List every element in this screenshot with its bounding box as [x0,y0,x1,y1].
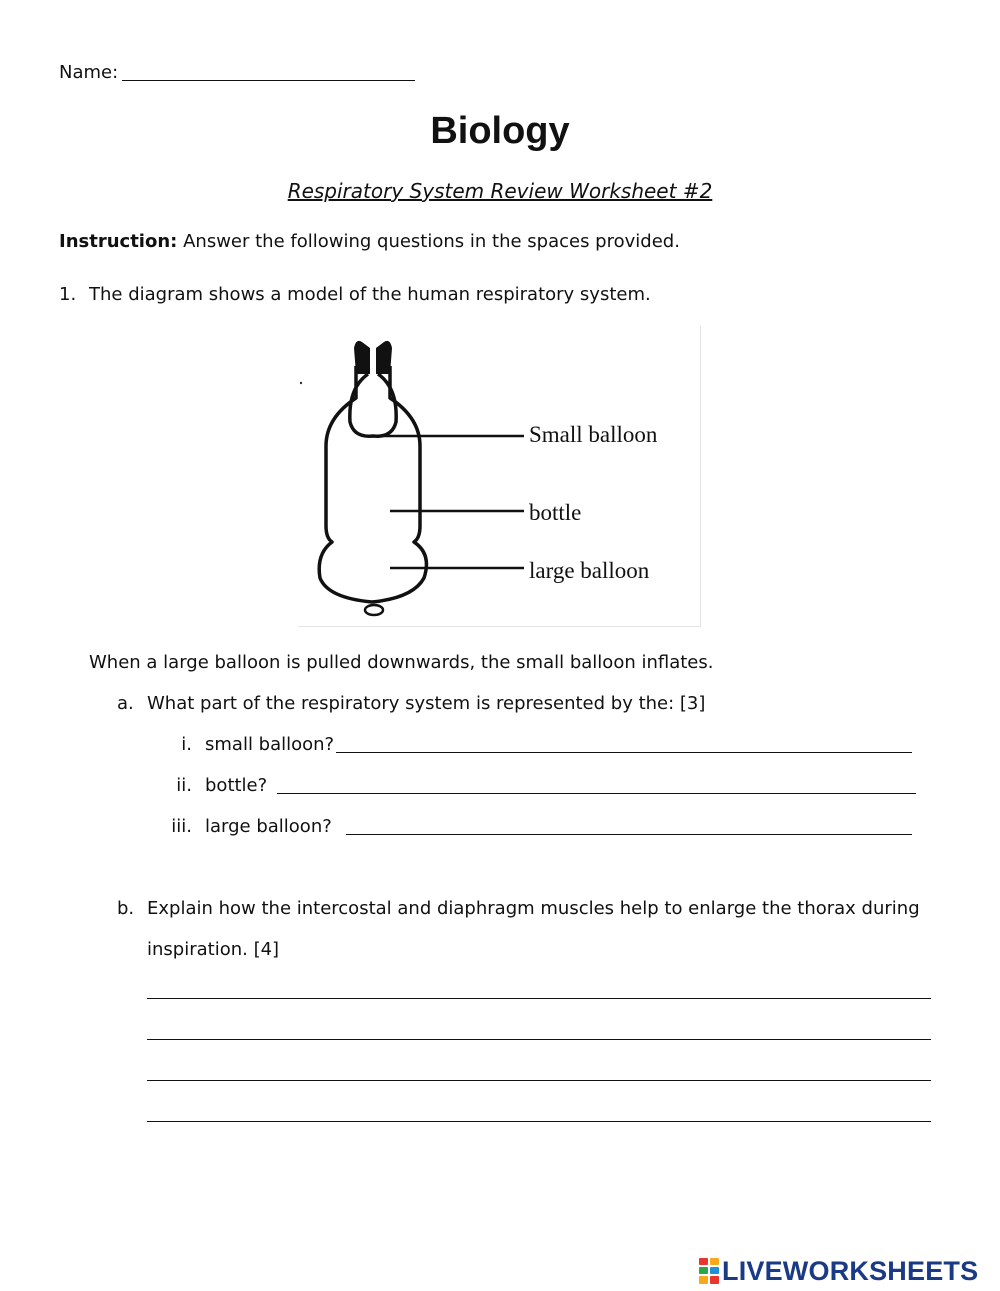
question-number: 1. [59,284,77,305]
part-b-text-line2: inspiration. [4] [147,939,280,960]
part-a-letter: a. [117,693,134,714]
brand-name: LIVEWORKSHEETS [722,1255,979,1286]
part-b-letter: b. [117,898,135,919]
instruction-text: Answer the following questions in the spaces provided. [183,231,680,252]
item-i-numeral: i. [181,734,192,755]
answer-line-b-3[interactable] [147,1080,931,1081]
label-bottle: bottle [529,500,582,525]
page-title: Biology [430,110,570,152]
name-label: Name: [59,62,119,83]
part-b-text-line1: Explain how the intercostal and diaphragm muscles help to enlarge the thorax during [147,898,920,919]
answer-line-b-4[interactable] [147,1121,931,1122]
statement-text: When a large balloon is pulled downwards, the small balloon inflates. [89,652,714,673]
label-large-balloon: large balloon [529,558,650,583]
name-input-line[interactable] [122,80,415,81]
bottle-stopper-left [354,341,370,374]
answer-line-b-1[interactable] [147,998,931,999]
item-ii-text: bottle? [205,775,268,796]
worksheet-subtitle: Respiratory System Review Worksheet #2 [287,179,713,203]
item-ii-numeral: ii. [176,775,192,796]
respiratory-model-diagram [298,326,701,627]
label-small-balloon: Small balloon [529,422,658,447]
small-balloon-shape [350,374,396,436]
brand-blocks-icon [698,1257,720,1285]
large-balloon-knot [365,605,383,615]
answer-line-b-2[interactable] [147,1039,931,1040]
liveworksheets-logo [698,1256,978,1286]
part-a-text: What part of the respiratory system is represented by the: [3] [147,693,706,714]
instruction [59,231,680,252]
question-text: The diagram shows a model of the human respiratory system. [89,284,651,305]
item-iii-numeral: iii. [171,816,192,837]
answer-line-small-balloon[interactable] [336,752,912,753]
item-iii-text: large balloon? [205,816,332,837]
answer-line-bottle[interactable] [277,793,916,794]
bottle-outline [319,366,426,602]
answer-line-large-balloon[interactable] [346,834,912,835]
bottle-stopper-right [376,341,392,374]
item-i-text: small balloon? [205,734,335,755]
instruction-label: Instruction: [59,231,178,252]
